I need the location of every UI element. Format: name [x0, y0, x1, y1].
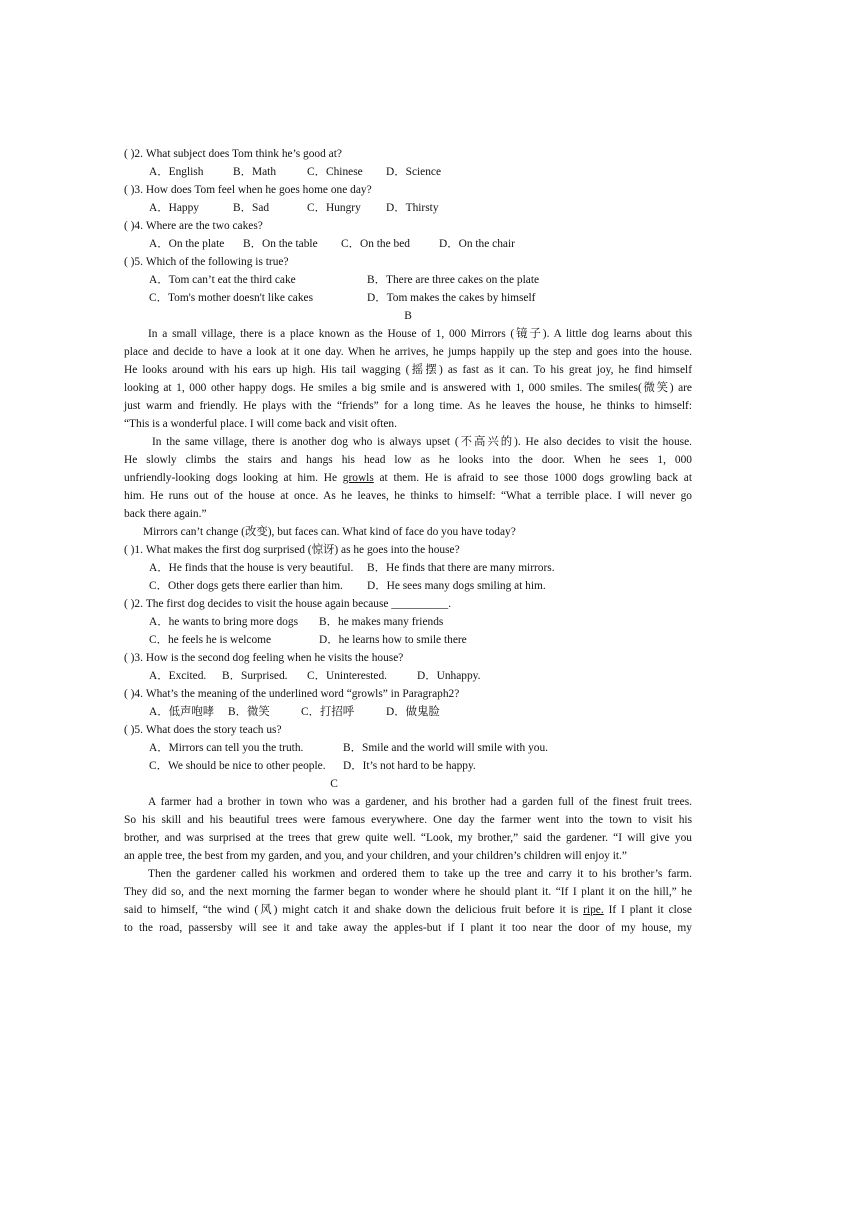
question-b4	[124, 685, 692, 703]
option: B．Smile and the world will smile with you.	[343, 742, 549, 754]
option: A．Mirrors can tell you the truth.	[149, 742, 304, 754]
option: D．On the chair	[439, 238, 515, 250]
question-a4	[124, 217, 692, 235]
option: A．Tom can’t eat the third cake	[149, 274, 296, 286]
question-text: The first dog decides to visit the house again because __________.	[145, 598, 452, 610]
passage-line: Mirrors can’t change (改变), but faces can. What kind of face do you have today?	[143, 526, 516, 538]
worksheet-page	[124, 145, 692, 937]
option: C．Other dogs gets there earlier than him.	[149, 580, 343, 592]
passage-line: In the same village, there is another dog who is always upset (不高兴的). He also decides to visit the house.	[152, 436, 692, 448]
question-a3	[124, 181, 692, 199]
section-c-passage	[124, 793, 692, 937]
options-a3	[124, 199, 692, 217]
question-number: ( )2.	[124, 148, 143, 160]
option: B．There are three cakes on the plate	[367, 274, 540, 286]
option: B．He finds that there are many mirrors.	[367, 562, 555, 574]
passage-line: him. He runs out of the house at once. As he leaves, he thinks to himself: “What a terrible place. I will never go	[124, 490, 692, 502]
passage-text: at them. He is afraid to see those 1000 dogs growling back at	[373, 472, 693, 484]
passage-line: A farmer had a brother in town who was a gardener, and his brother had a garden full of the finest fruit trees.	[148, 796, 692, 808]
question-text: How is the second dog feeling when he visits the house?	[145, 652, 404, 664]
question-number: ( )5.	[124, 724, 143, 736]
passage-line	[124, 901, 692, 919]
question-text: Where are the two cakes?	[145, 220, 263, 232]
options-row	[124, 667, 692, 685]
option: B．he makes many friends	[319, 616, 444, 628]
passage-line: “This is a wonderful place. I will come back and visit often.	[124, 418, 397, 430]
options-row	[124, 631, 692, 649]
option: B．Surprised.	[222, 670, 288, 682]
passage-line: to the road, passersby will see it and take away the apples-but if I plant it too near the door of my house, my	[124, 922, 692, 934]
option: D．he learns how to smile there	[319, 634, 467, 646]
section-b-questions	[124, 541, 692, 775]
question-text: Which of the following is true?	[145, 256, 289, 268]
options-row	[124, 613, 692, 631]
passage-line: He slowly climbs the stairs and hangs his head low as he looks into the door. When he sees 1, 000	[124, 454, 692, 466]
options-row	[124, 739, 692, 757]
option: A．English	[149, 166, 204, 178]
question-text: What subject does Tom think he’s good at?	[145, 148, 342, 160]
passage-line: Then the gardener called his workmen and ordered them to take up the tree and carry it to his brother’s farm.	[148, 868, 692, 880]
option: C．Hungry	[307, 202, 361, 214]
question-text: What makes the first dog surprised (惊讶) as he goes into the house?	[145, 544, 460, 556]
question-number: ( )5.	[124, 256, 143, 268]
question-number: ( )1.	[124, 544, 143, 556]
option: A．Happy	[149, 202, 199, 214]
question-text: How does Tom feel when he goes home one day?	[145, 184, 372, 196]
passage-line: just warm and friendly. He plays with the “friends” for a long time. As he leaves the house, he thinks to himself:	[124, 400, 692, 412]
passage-line	[124, 469, 692, 487]
options-a4	[124, 235, 692, 253]
option: A．低声咆哮	[149, 706, 215, 718]
option: A．He finds that the house is very beautiful.	[149, 562, 354, 574]
question-number: ( )3.	[124, 652, 143, 664]
part-a-questions	[124, 145, 692, 307]
passage-line: back there again.”	[124, 508, 207, 520]
option: D．Unhappy.	[417, 670, 481, 682]
passage-text: If I plant it close	[603, 904, 692, 916]
options-row	[124, 577, 692, 595]
option: C．Chinese	[307, 166, 363, 178]
passage-line: an apple tree, the best from my garden, and you, and your children, and your children’s children will enjoy it.”	[124, 850, 627, 862]
question-a5	[124, 253, 692, 271]
question-b5	[124, 721, 692, 739]
option: C．On the bed	[341, 238, 410, 250]
option: D．Science	[386, 166, 442, 178]
question-number: ( )2.	[124, 598, 143, 610]
passage-line: place and decide to have a look at it one day. When he arrives, he jumps happily up the step and goes into the house.	[124, 346, 692, 358]
passage-line: brother, and was surprised at the trees that grew quite well. “Look, my brother,” said the gardener. “I will give you	[124, 832, 692, 844]
underlined-word: ripe.	[583, 904, 604, 916]
options-row	[124, 559, 692, 577]
question-number: ( )4.	[124, 220, 143, 232]
option: D．做鬼脸	[386, 706, 440, 718]
question-b2	[124, 595, 692, 613]
question-a2	[124, 145, 692, 163]
option: B．Sad	[233, 202, 270, 214]
options-a2	[124, 163, 692, 181]
option: C．打招呼	[301, 706, 355, 718]
passage-line: looking at 1, 000 other happy dogs. He smiles a big smile and is answered with 1, 000 smiles. The smiles(微笑) are	[124, 382, 692, 394]
options-a5-row1	[124, 271, 692, 289]
passage-line: He looks around with his ears up high. His tail wagging (摇摆) as fast as it can. To his great joy, he find himself	[124, 364, 692, 376]
options-row	[124, 757, 692, 775]
option: D．Tom makes the cakes by himself	[367, 292, 536, 304]
option: B．Math	[233, 166, 277, 178]
question-text: What does the story teach us?	[145, 724, 282, 736]
option: B．On the table	[243, 238, 318, 250]
question-text: What’s the meaning of the underlined word “growls” in Paragraph2?	[145, 688, 460, 700]
option: D．Thirsty	[386, 202, 439, 214]
passage-text: said to himself, “the wind (风) might catch it and shake down the delicious fruit before it is	[124, 904, 584, 916]
question-b1	[124, 541, 692, 559]
option: C．Tom's mother doesn't like cakes	[149, 292, 314, 304]
section-c-heading: C	[330, 778, 338, 790]
underlined-word: growls	[342, 472, 374, 484]
passage-line: In a small village, there is a place known as the House of 1, 000 Mirrors (镜子). A little dog learns about this	[148, 328, 692, 340]
option: D．It’s not hard to be happy.	[343, 760, 476, 772]
option: A．Excited.	[149, 670, 207, 682]
option: C．Uninterested.	[307, 670, 388, 682]
question-b3	[124, 649, 692, 667]
question-number: ( )3.	[124, 184, 143, 196]
passage-text: unfriendly-looking dogs looking at him. He	[124, 472, 343, 484]
options-row	[124, 703, 692, 721]
option: C．he feels he is welcome	[149, 634, 272, 646]
passage-line: So his skill and his beautiful trees were famous everywhere. One day the farmer went into the town to visit his	[124, 814, 692, 826]
option: C．We should be nice to other people.	[149, 760, 326, 772]
option: D．He sees many dogs smiling at him.	[367, 580, 546, 592]
passage-line: They did so, and the next morning the farmer began to wonder where he should plant it. “If I plant it on the hill,” he	[124, 886, 692, 898]
options-a5-row2	[124, 289, 692, 307]
section-b-passage	[124, 325, 692, 541]
option: B．微笑	[228, 706, 270, 718]
section-b-heading: B	[404, 310, 412, 322]
question-number: ( )4.	[124, 688, 143, 700]
option: A．On the plate	[149, 238, 225, 250]
option: A．he wants to bring more dogs	[149, 616, 299, 628]
